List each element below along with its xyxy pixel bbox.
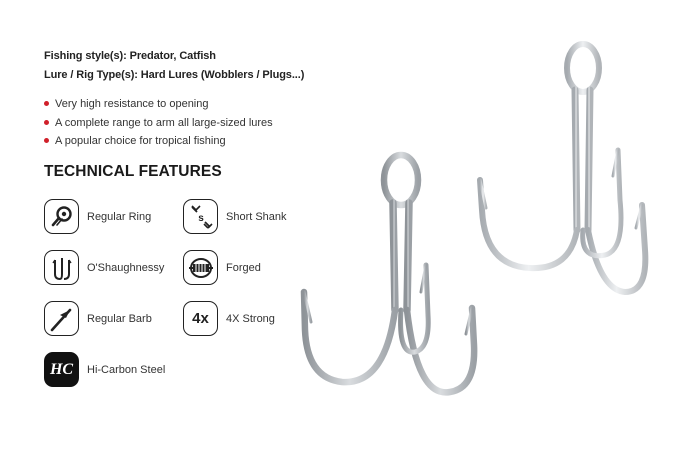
feature-regular-barb: [44, 301, 152, 336]
bullet-item: A popular choice for tropical fishing: [44, 133, 273, 152]
forged-icon: [183, 250, 218, 285]
hi-carbon-steel-icon: HC: [44, 352, 79, 387]
lure-rig-types: Lure / Rig Type(s): Hard Lures (Wobblers / Plugs...): [44, 69, 305, 81]
feature-regular-ring: [44, 199, 151, 234]
technical-features-title: TECHNICAL FEATURES: [44, 163, 222, 180]
feature-hi-carbon-steel: [44, 352, 165, 387]
svg-text:s: s: [197, 212, 204, 224]
feature-label: Short Shank: [226, 210, 287, 223]
fishing-styles: Fishing style(s): Predator, Catfish: [44, 50, 216, 62]
feature-bullet-list: [44, 96, 273, 152]
treble-hooks-image: [280, 30, 680, 430]
feature-label: O'Shaughnessy: [87, 261, 165, 274]
bullet-dot-icon: [44, 120, 49, 125]
feature-label: Hi-Carbon Steel: [87, 363, 166, 376]
treble-hook-back: [480, 44, 645, 292]
feature-oshaughnessy: [44, 250, 164, 285]
feature-label: Regular Ring: [87, 210, 152, 223]
treble-hook-front: [304, 155, 474, 392]
feature-short-shank: [183, 199, 287, 234]
bullet-dot-icon: [44, 101, 49, 106]
4x-strong-icon: 4x: [183, 301, 218, 336]
bullet-item: A complete range to arm all large-sized lures: [44, 115, 273, 134]
short-shank-icon: [183, 199, 218, 234]
feature-label: 4X Strong: [226, 312, 275, 325]
feature-label: Forged: [226, 261, 261, 274]
feature-4x-strong: [183, 301, 275, 336]
oshaughnessy-icon: [44, 250, 79, 285]
regular-barb-icon: [44, 301, 79, 336]
bullet-item: Very high resistance to opening: [44, 96, 273, 115]
regular-ring-icon: [44, 199, 79, 234]
bullet-dot-icon: [44, 138, 49, 143]
feature-forged: [183, 250, 261, 285]
feature-label: Regular Barb: [87, 312, 152, 325]
